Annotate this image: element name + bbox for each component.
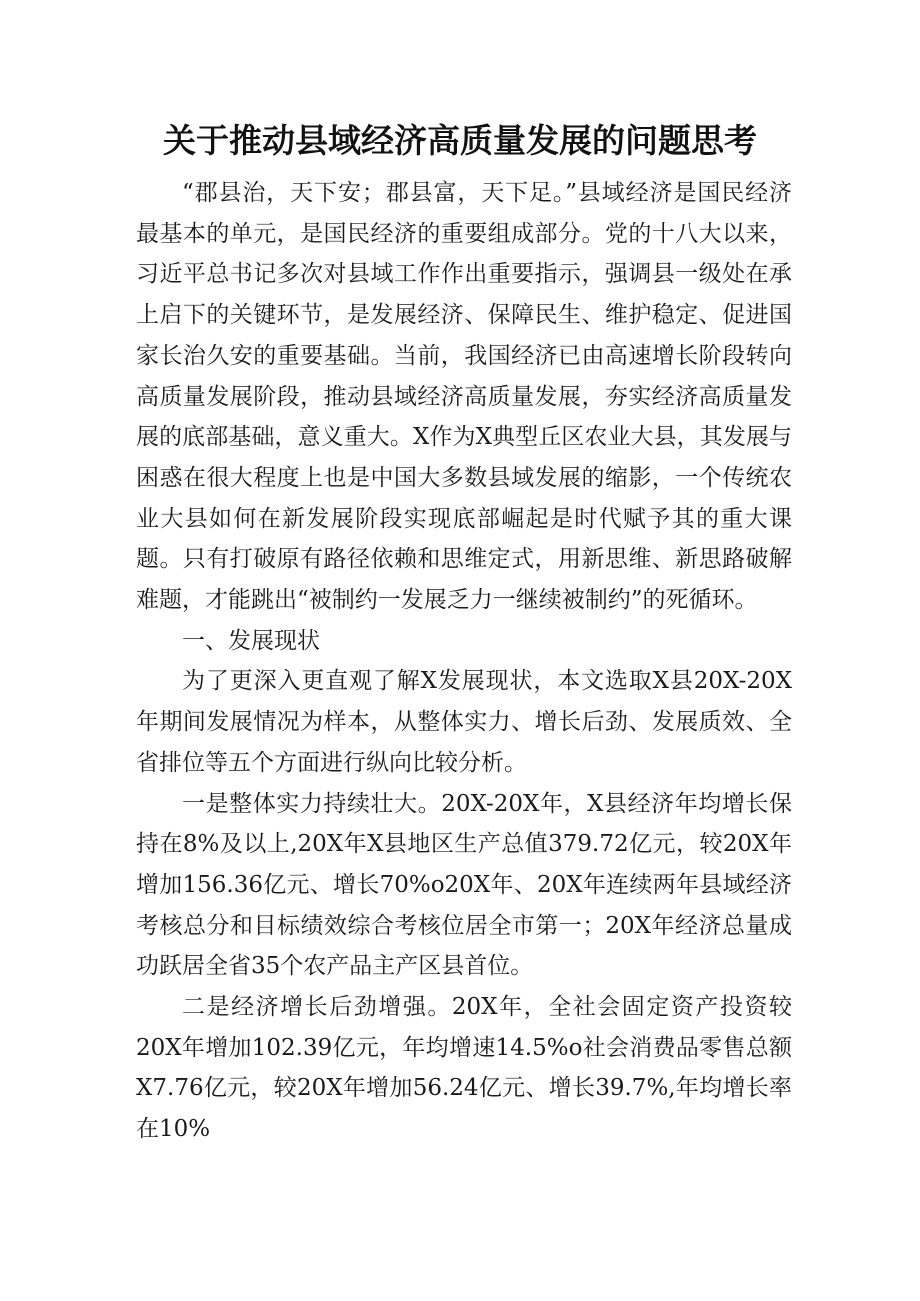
- section-heading-development-status: 一、发展现状: [182, 627, 320, 654]
- intro-paragraph: “郡县治，天下安；郡县富，天下足。”县域经济是国民经济最基本的单元，是国民经济的重要组成部分。党的十八大以来，习近平总书记多次对县域工作作出重要指示，强调县一级处在承上启下的关键环节，是发展经济、保障民生、维护稳定、促进国家长治久安的重要基础。当前，我国经济已由高速增长阶段转向高质量发展阶段，推动县域经济高质量发展，夯实经济高质量发展的底部基础，意义重大。X作为X典型丘区农业大县，其发展与困惑在很大程度上也是中国大多数县域发展的缩影，一个传统农业大县如何在新发展阶段实现底部崛起是时代赋予其的重大课题。只有打破原有路径依赖和思维定式，用新思维、新思路破解难题，才能跳出“被制约一发展乏力一继续被制约”的死循环。: [136, 180, 792, 614]
- document-title: 关于推动县域经济高质量发展的问题思考: [163, 121, 757, 160]
- point-overall-strength-paragraph: 一是整体实力持续壮大。20X-20X年，X县经济年均增长保持在8%及以上,20X年X县地区生产总值379.72亿元，较20X年增加156.36亿元、增长70%o20X年、20X年连续两年县域经济考核总分和目标绩效综合考核位居全市第一；20X年经济总量成功跃居全省35个农产品主产区县首位。: [136, 790, 792, 980]
- section-intro-paragraph: 为了更深入更直观了解X发展现状，本文选取X县20X-20X年期间发展情况为样本，从整体实力、增长后劲、发展质效、全省排位等五个方面进行纵向比较分析。: [136, 668, 792, 776]
- point-growth-momentum-paragraph: 二是经济增长后劲增强。20X年，全社会固定资产投资较20X年增加102.39亿元，年均增速14.5%o社会消费品零售总额X7.76亿元，较20X年增加56.24亿元、增长39.7%,年均增长率在10%: [136, 994, 792, 1143]
- document-body: [136, 173, 792, 1150]
